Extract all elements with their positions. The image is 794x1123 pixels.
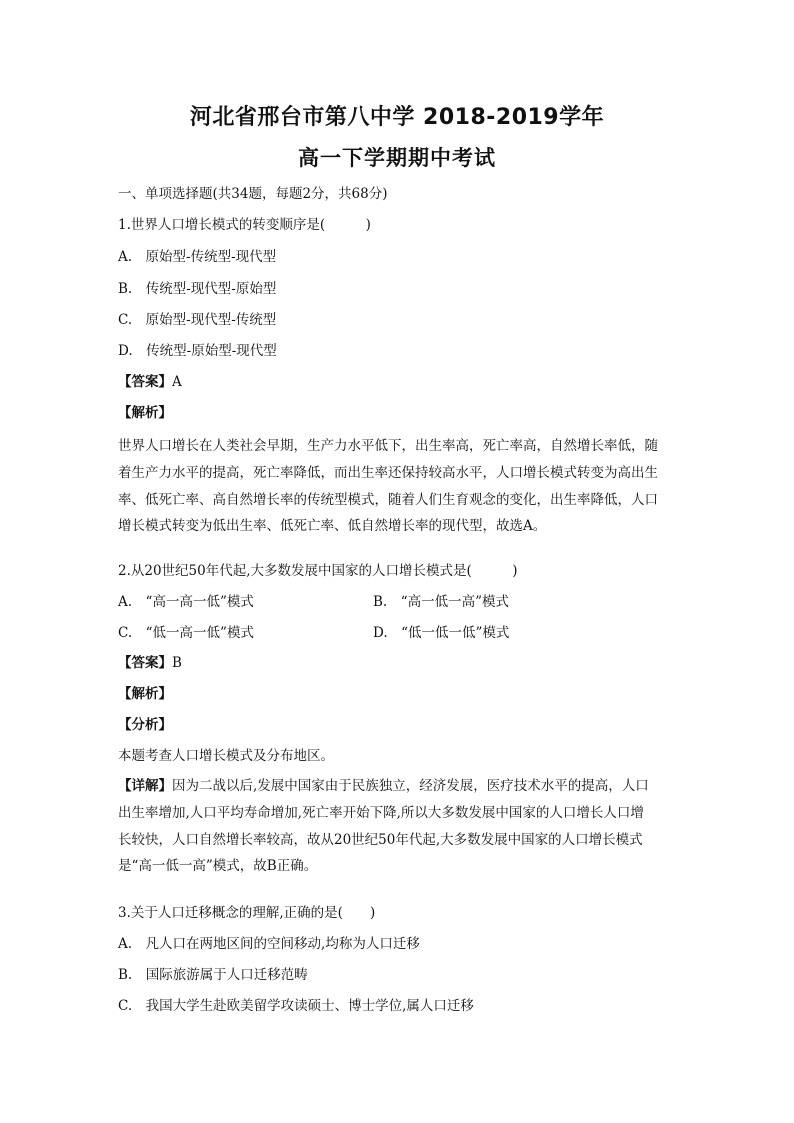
answer-value: A <box>172 374 182 390</box>
question-3-option-c: C. 我国大学生赴欧美留学攻读硕士、博士学位,属人口迁移 <box>118 998 474 1014</box>
question-2-stem: 2.从20世纪50年代起,大多数发展中国家的人口增长模式是( ) <box>118 563 518 579</box>
question-2-option-a: A. “高一高一低”模式 <box>118 594 254 610</box>
analysis-line: 世界人口增长在人类社会早期，生产力水平低下，出生率高，死亡率高，自然增长率低，随 <box>118 438 658 454</box>
question-3-stem: 3.关于人口迁移概念的理解,正确的是( ) <box>118 905 376 921</box>
question-1-analysis <box>118 433 678 540</box>
detail-line: 长较快，人口自然增长率较高，故从20世纪50年代起,大多数发展中国家的人口增长模式 <box>118 831 643 848</box>
question-1-answer <box>118 372 182 392</box>
question-2-detail <box>118 773 678 880</box>
answer-tag: 【答案】 <box>118 655 172 671</box>
question-3-option-a: A. 凡人口在两地区间的空间移动,均称为人口迁移 <box>118 936 420 952</box>
analysis-line: 着生产力水平的提高，死亡率降低，而出生率还保持较高水平，人口增长模式转变为高出生 <box>118 464 658 481</box>
answer-value: B <box>172 655 182 671</box>
question-2-option-b: B. “高一低一高”模式 <box>373 594 510 610</box>
document-title: 河北省邢台市第八中学 2018-2019学年 <box>189 105 605 130</box>
detail-line: 因为二战以后,发展中国家由于民族独立，经济发展，医疗技术水平的提高，人口 <box>172 778 649 794</box>
analysis-line: 增长模式转变为低出生率、低死亡率、低自然增长率的现代型，故选A。 <box>118 518 547 535</box>
question-1-option-b: B. 传统型-现代型-原始型 <box>118 281 277 297</box>
question-1-stem: 1.世界人口增长模式的转变顺序是( ) <box>118 217 371 233</box>
question-2-answer <box>118 653 182 673</box>
question-2-fenxi-tag: 【分析】 <box>118 717 172 733</box>
question-2-analysis-tag: 【解析】 <box>118 686 172 702</box>
answer-tag: 【答案】 <box>118 374 172 390</box>
detail-line: 是“高一低一高”模式，故B正确。 <box>118 858 318 875</box>
question-1-option-a: A. 原始型-传统型-现代型 <box>118 249 277 265</box>
question-1-option-d: D. 传统型-原始型-现代型 <box>118 343 277 359</box>
question-2-fenxi: 本题考查人口增长模式及分布地区。 <box>118 748 334 764</box>
question-2-option-c: C. “低一高一低”模式 <box>118 625 254 641</box>
section-heading: 一、单项选择题(共34题，每题2分，共68分) <box>118 186 388 202</box>
question-2-option-d: D. “低一低一低”模式 <box>373 625 510 641</box>
document-subtitle: 高一下学期期中考试 <box>298 146 496 170</box>
question-1-option-c: C. 原始型-现代型-传统型 <box>118 312 277 328</box>
detail-line: 出生率增加,人口平均寿命增加,死亡率开始下降,所以大多数发展中国家的人口增长人口增 <box>118 804 644 821</box>
question-1-analysis-tag: 【解析】 <box>118 405 172 421</box>
analysis-line: 率、低死亡率、高自然增长率的传统型模式，随着人们生育观念的变化，出生率降低，人口 <box>118 491 658 508</box>
detail-tag: 【详解】 <box>118 778 172 794</box>
question-3-option-b: B. 国际旅游属于人口迁移范畴 <box>118 967 308 983</box>
